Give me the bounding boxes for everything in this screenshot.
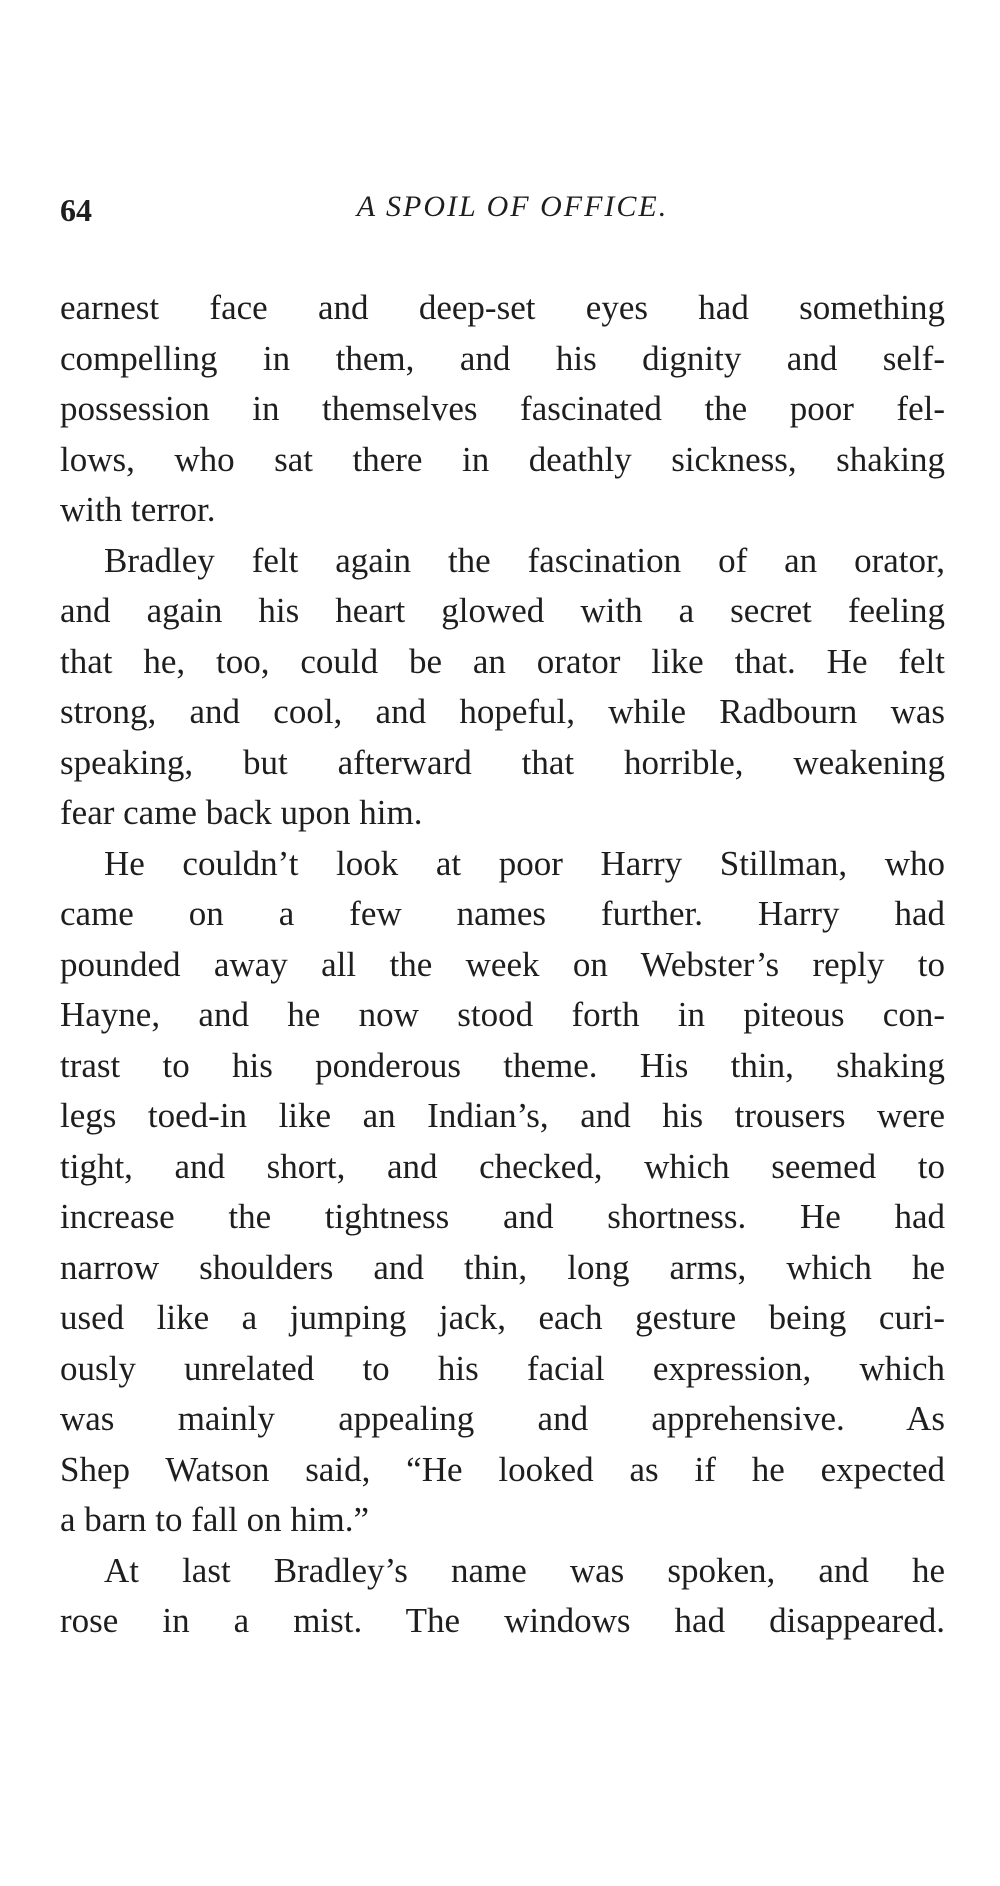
text-line: ously unrelated to his facial expression, which bbox=[60, 1348, 945, 1388]
page-header bbox=[60, 190, 945, 240]
text-line: and again his heart glowed with a secret feeling bbox=[60, 591, 945, 630]
text-line: fear came back upon him. bbox=[60, 793, 423, 832]
text-line: trast to his ponderous theme. His thin, shaking bbox=[60, 1045, 945, 1085]
text-line: a barn to fall on him.” bbox=[60, 1500, 370, 1539]
text-line: used like a jumping jack, each gesture being curi- bbox=[60, 1298, 945, 1337]
text-line: pounded away all the week on Webster’s reply to bbox=[60, 944, 945, 984]
text-line: At last Bradley’s name was spoken, and he bbox=[104, 1550, 945, 1590]
text-line: rose in a mist. The windows had disappeared. bbox=[60, 1601, 945, 1640]
text-line: earnest face and deep-set eyes had something bbox=[60, 288, 945, 327]
text-line: narrow shoulders and thin, long arms, which he bbox=[60, 1247, 945, 1287]
body-text bbox=[60, 283, 945, 1647]
text-line: compelling in them, and his dignity and self- bbox=[60, 338, 945, 378]
text-line: speaking, but afterward that horrible, weakening bbox=[60, 742, 945, 782]
text-line: lows, who sat there in deathly sickness, shaking bbox=[60, 439, 945, 479]
text-line: He couldn’t look at poor Harry Stillman, who bbox=[104, 843, 945, 883]
text-line: Bradley felt again the fascination of an orator, bbox=[104, 540, 945, 580]
text-line: came on a few names further. Harry had bbox=[60, 894, 945, 933]
text-line: strong, and cool, and hopeful, while Radbourn was bbox=[60, 692, 945, 731]
text-line: Hayne, and he now stood forth in piteous con- bbox=[60, 995, 945, 1034]
text-line: legs toed-in like an Indian’s, and his trousers were bbox=[60, 1096, 945, 1135]
text-line: that he, too, could be an orator like that. He felt bbox=[60, 641, 945, 681]
text-line: increase the tightness and shortness. He had bbox=[60, 1197, 945, 1236]
text-line: with terror. bbox=[60, 490, 216, 529]
page-number: 64 bbox=[60, 192, 92, 228]
running-title: A SPOIL OF OFFICE. bbox=[356, 190, 669, 223]
text-line: possession in themselves fascinated the poor fel- bbox=[60, 389, 945, 428]
text-line: tight, and short, and checked, which seemed to bbox=[60, 1146, 945, 1186]
text-line: Shep Watson said, “He looked as if he expected bbox=[60, 1449, 945, 1489]
text-line: was mainly appealing and apprehensive. As bbox=[60, 1399, 945, 1438]
